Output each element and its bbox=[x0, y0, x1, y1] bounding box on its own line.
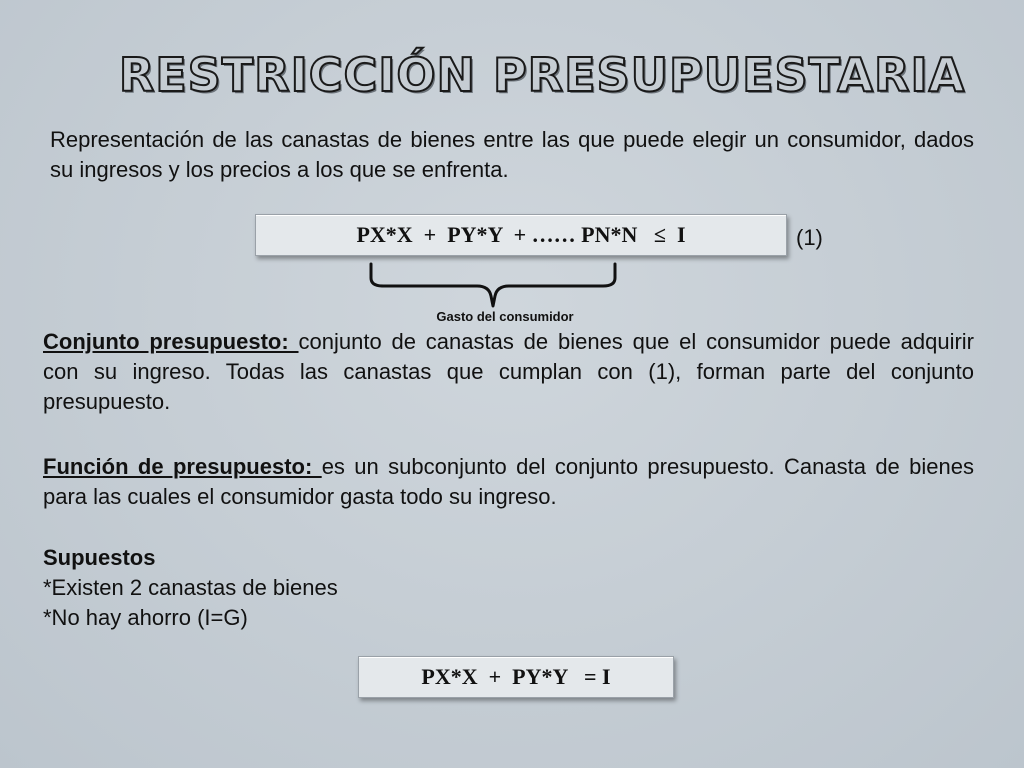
funcion-presupuesto-paragraph bbox=[43, 452, 974, 512]
slide-title: RESTRICCIÓN PRESUPUESTARIA bbox=[118, 48, 966, 102]
conjunto-presupuesto-paragraph bbox=[43, 327, 974, 417]
budget-equation-formula: PX*X + PY*Y = I bbox=[358, 656, 674, 698]
funcion-presupuesto-term: Función de presupuesto: bbox=[43, 454, 322, 479]
supuestos-heading: Supuestos bbox=[43, 545, 156, 570]
budget-inequality-formula: PX*X + PY*Y + …… PN*N ≤ I bbox=[255, 214, 787, 256]
intro-paragraph: Representación de las canastas de bienes entre las que puede elegir un consumidor, dados su ingresos y los precios a los que se enfrenta. bbox=[50, 127, 974, 182]
assumption-item: *No hay ahorro (I=G) bbox=[43, 605, 248, 630]
consumer-spending-brace-icon bbox=[365, 262, 625, 310]
equation-number: (1) bbox=[796, 225, 823, 250]
brace-label: Gasto del consumidor bbox=[436, 309, 574, 324]
funcion-presupuesto-definition: es un subconjunto del conjunto presupuesto. Canasta de bienes para las cuales el consumidor gasta todo su ingreso. bbox=[43, 454, 974, 509]
conjunto-presupuesto-definition: conjunto de canastas de bienes que el consumidor puede adquirir con su ingreso. Todas las canastas que cumplan con (1), forman parte del conjunto presupuesto. bbox=[43, 329, 974, 414]
assumption-item: *Existen 2 canastas de bienes bbox=[43, 575, 338, 600]
conjunto-presupuesto-term: Conjunto presupuesto: bbox=[43, 329, 299, 354]
